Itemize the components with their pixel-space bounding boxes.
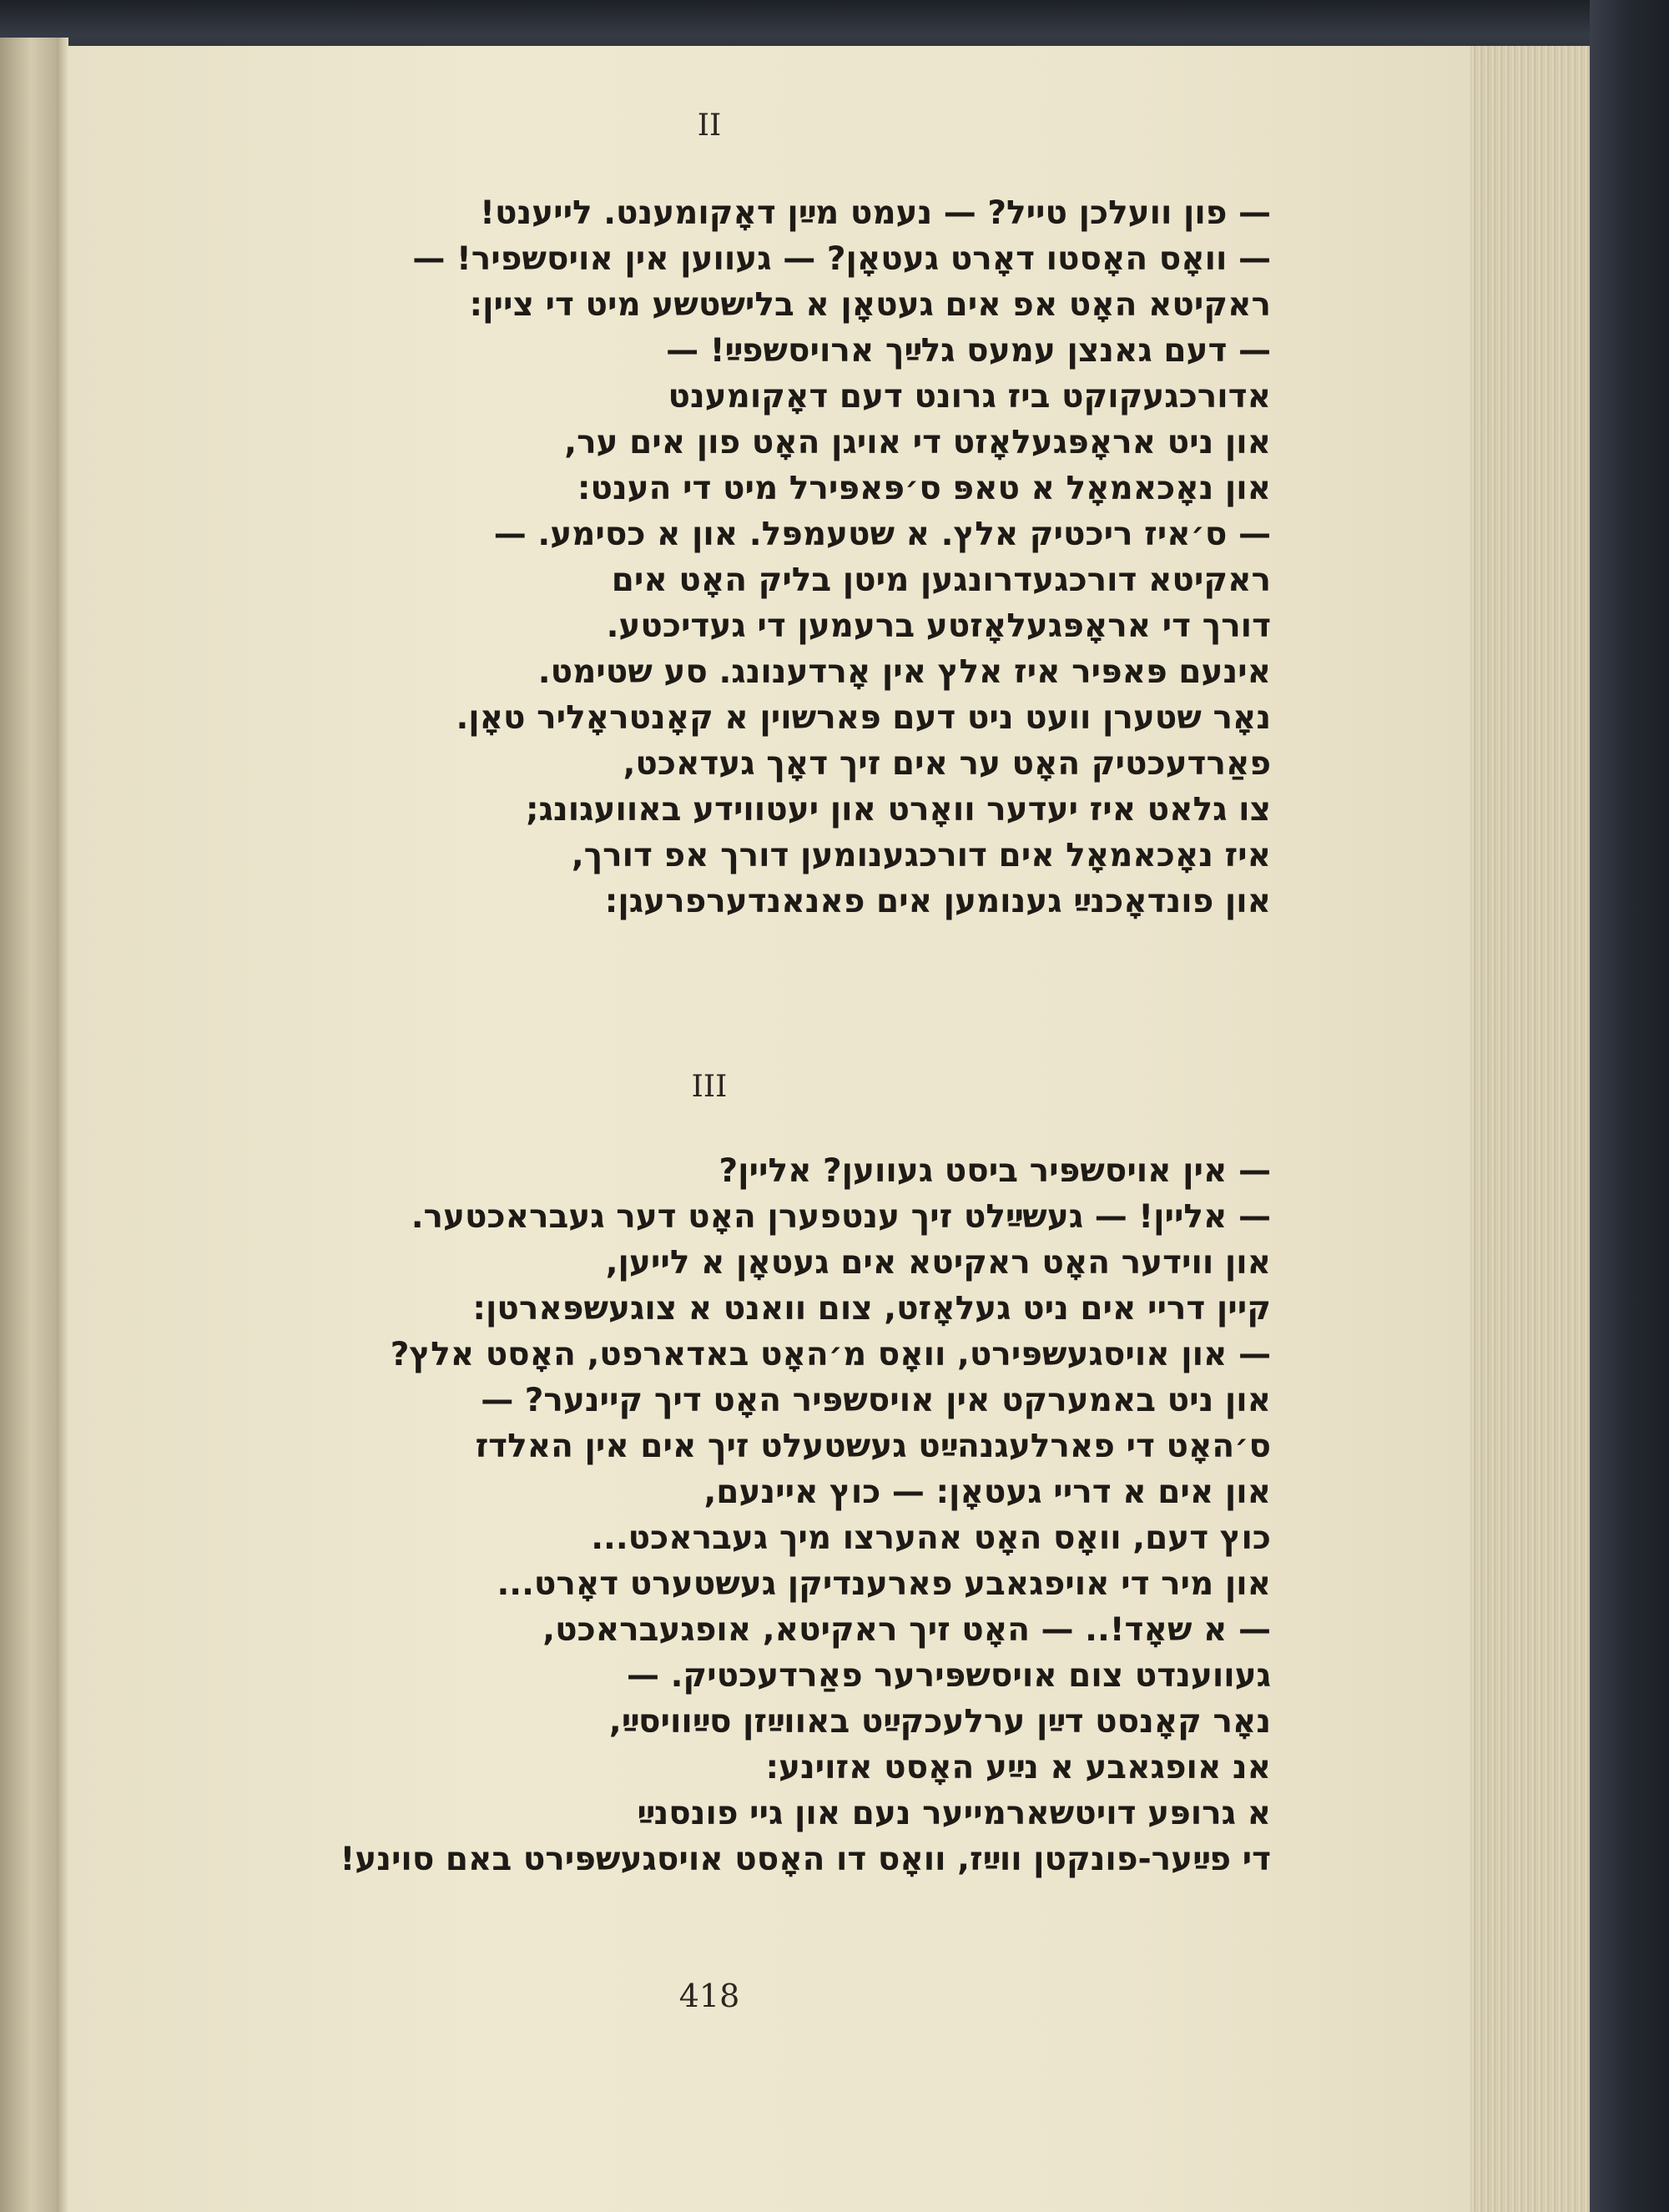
poem-line: און נאָכאמאָל א טאפּ ס׳פּאפּירל מיט די הענט:	[577, 470, 1271, 507]
poem-line: ראקיטא דורכגעדרונגען מיטן בליק האָט אים	[611, 562, 1271, 599]
poem-section	[200, 190, 1271, 925]
poem-line: אדורכגעקוקט ביז גרונט דעם דאָקומענט	[668, 378, 1271, 416]
poem-section	[200, 1148, 1271, 1882]
poem-line: און מיר די אויפגאבע פארענדיקן געשטערט דאָרט...	[497, 1565, 1271, 1603]
section-number: III	[691, 1070, 728, 1104]
poem-line: — ס׳איז ריכטיק אלץ. א שטעמפּל. און א כסימע. —	[493, 516, 1271, 553]
poem-line: — א שאָד!.. — האָט זיך ראקיטא, אופגעבראכט,	[542, 1611, 1271, 1649]
poem-line: כוץ דעם, וואָס האָט אהערצו מיך געבראכט...	[591, 1519, 1271, 1557]
poem-line: — פון וועלכן טייל? — נעמט מײַן דאָקומענט. לייענט!	[480, 194, 1271, 232]
poem-line: אנ אופגאבע א נײַע האָסט אזוינע:	[765, 1749, 1271, 1786]
poem-line: און פונדאָכנײַ גענומען אים פאנאנדערפרעגן:	[604, 883, 1271, 920]
page-edges	[1470, 46, 1590, 2212]
poem-line: צו גלאט איז יעדער וואָרט און יעטווידע באוועגונג;	[526, 791, 1271, 829]
poem-line: איז נאָכאמאָל אים דורכגענומען דורך אפ דורך,	[571, 837, 1271, 874]
poem-line: די פײַער-פונקטן ווײַז, וואָס דו האָסט אויסגעשפּירט באם סוינע!	[340, 1841, 1271, 1878]
poem-line: און ווידער האָט ראקיטא אים געטאָן א לייען,	[605, 1244, 1271, 1282]
poem-line: — און אויסגעשפּירט, וואָס מ׳האָט באדארפט, האָסט אלץ?	[390, 1336, 1271, 1373]
poem-line: דורך די אראָפּגעלאָזטע ברעמען די געדיכטע.	[606, 607, 1271, 645]
facing-page-edge	[0, 38, 59, 2212]
poem-line: — אין אויסשפּיר ביסט געווען? אליין?	[719, 1152, 1271, 1190]
poem-line: — וואָס האָסטו דאָרט געטאָן? — געווען אין אויסשפיר! —	[412, 240, 1271, 278]
page-number: 418	[678, 1978, 740, 2014]
poem-line: און ניט באמערקט אין אויסשפּיר האָט דיך קיינער? —	[481, 1382, 1271, 1419]
poem-line: פאַרדעכטיק האָט ער אים זיך דאָך געדאכט,	[623, 745, 1271, 783]
poem-line: נאָר קאָנסט דײַן ערלעכקײַט באווײַזן סײַוויסײַ,	[608, 1703, 1271, 1741]
poem-line: געווענדט צום אויסשפּירער פאַרדעכטיק. —	[627, 1657, 1271, 1695]
poem-line: — דעם גאנצן עמעס גלײַך ארויסשפײַ! —	[666, 332, 1271, 370]
section-number: II	[697, 108, 722, 143]
poem-line: ס׳האָט די פארלעגנהײַט געשטעלט זיך אים אין האלדז	[475, 1428, 1271, 1465]
poem-line: און אים א דריי געטאָן: — כוץ איינעם,	[703, 1474, 1271, 1511]
book-cover-right-edge	[1590, 0, 1669, 2212]
poem-line: קיין דריי אים ניט געלאָזט, צום וואנט א צוגעשפּארטן:	[472, 1290, 1271, 1328]
poem-line: אינעם פּאפּיר איז אלץ אין אָרדענונג. סע שטימט.	[537, 653, 1271, 691]
book-gutter	[57, 38, 68, 2212]
poem-line: און ניט אראָפּגעלאָזט די אויגן האָט פון אים ער,	[564, 424, 1271, 461]
poem-line: — אליין! — געשײַלט זיך ענטפערן האָט דער געבראכטער.	[411, 1198, 1271, 1236]
poem-line: ראקיטא האָט אפ אים געטאָן א בלישטשע מיט די ציין:	[469, 286, 1271, 324]
poem-line: נאָר שטערן וועט ניט דעם פּארשוין א קאָנטראָליר טאָן.	[456, 699, 1271, 737]
poem-line: א גרופּע דויטשארמייער נעם און גיי פונסנײַ	[637, 1795, 1271, 1832]
